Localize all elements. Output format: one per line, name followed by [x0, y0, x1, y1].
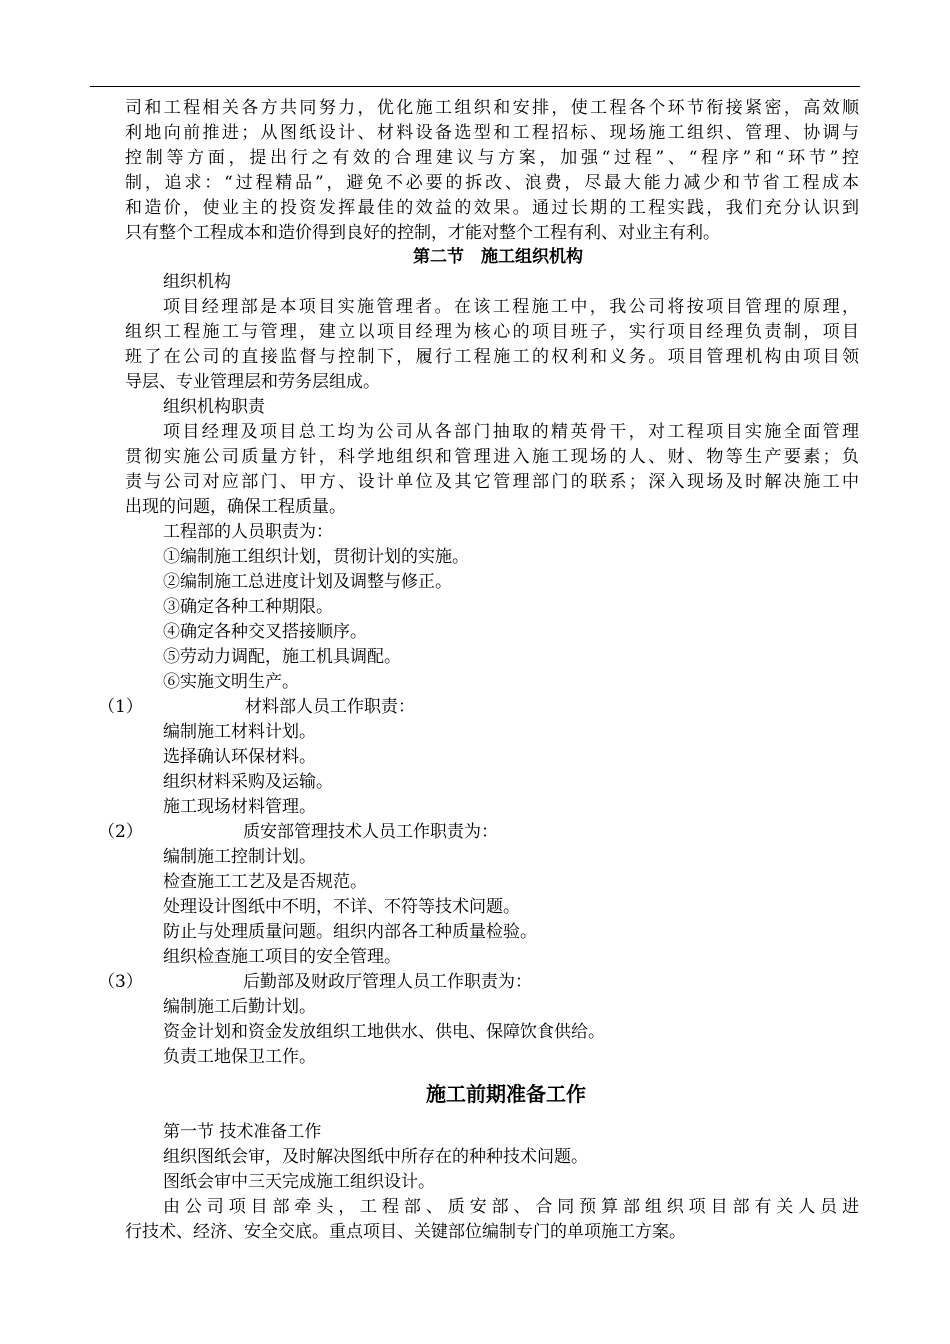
sub-heading: 组织机构职责 [163, 397, 265, 417]
list-item: ②编制施工总进度计划及调整与修正。 [163, 572, 452, 592]
duty-line: 项目经理及项目总工均为公司从各部门抽取的精英骨干，对工程项目实施全面管理 [163, 422, 859, 442]
list-item: 施工现场材料管理。 [163, 797, 316, 817]
duty-line: 贯彻实施公司质量方针，科学地组织和管理进入施工现场的人、财、物等生产要素；负 [125, 447, 859, 467]
list-item: ③确定各种工种期限。 [163, 597, 333, 617]
group-number: （3） [98, 972, 143, 992]
intro-line: 控制等方面，提出行之有效的合理建议与方案，加强“过程”、“程序”和“环节”控 [125, 148, 859, 168]
para-line: 由公司项目部牵头，工程部、质安部、合同预算部组织项目部有关人员进 [163, 1197, 859, 1217]
intro-line: 利地向前推进；从图纸设计、材料设备选型和工程招标、现场施工组织、管理、协调与 [125, 123, 859, 143]
section-title: 第二节 施工组织机构 [413, 247, 583, 267]
sub-heading: 组织机构 [163, 272, 231, 292]
intro-line: 司和工程相关各方共同努力，优化施工组织和安排，使工程各个环节衔接紧密，高效顺 [125, 98, 859, 118]
list-item: ⑤劳动力调配，施工机具调配。 [163, 647, 401, 667]
list-item: 防止与处理质量问题。组织内部各工种质量检验。 [163, 922, 537, 942]
intro-line: 和造价，使业主的投资发挥最佳的效益的效果。通过长期的工程实践，我们充分认识到 [125, 198, 859, 218]
list-item: 检查施工工艺及是否规范。 [163, 872, 367, 892]
list-item: 组织检查施工项目的安全管理。 [163, 947, 401, 967]
list-item: 编制施工材料计划。 [163, 722, 316, 742]
list-item: 资金计划和资金发放组织工地供水、供电、保障饮食供给。 [163, 1022, 605, 1042]
intro-line: 制，追求：“过程精品”，避免不必要的拆改、浪费，尽最大能力减少和节省工程成本 [125, 173, 859, 193]
intro-line: 只有整个工程成本和造价得到良好的控制，才能对整个工程有利、对业主有利。 [125, 223, 720, 243]
group-number: （2） [98, 822, 143, 842]
list-item: ①编制施工组织计划，贯彻计划的实施。 [163, 547, 469, 567]
org-line: 项目经理部是本项目实施管理者。在该工程施工中，我公司将按项目管理的原理， [163, 297, 859, 317]
list-item: ④确定各种交叉搭接顺序。 [163, 622, 367, 642]
list-item: 编制施工控制计划。 [163, 847, 316, 867]
eng-heading: 工程部的人员职责为： [163, 522, 333, 542]
list-item: 图纸会审中三天完成施工组织设计。 [163, 1172, 435, 1192]
list-item: 负责工地保卫工作。 [163, 1047, 316, 1067]
list-item: 选择确认环保材料。 [163, 747, 316, 767]
org-line: 班了在公司的直接监督与控制下，履行工程施工的权利和义务。项目管理机构由项目领 [125, 347, 859, 367]
org-line: 组织工程施工与管理，建立以项目经理为核心的项目班子，实行项目经理负责制，项目 [125, 322, 859, 342]
list-item: 组织图纸会审，及时解决图纸中所存在的种种技术问题。 [163, 1147, 588, 1167]
list-item: 处理设计图纸中不明，不详、不符等技术问题。 [163, 897, 520, 917]
duty-line: 出现的问题，确保工程质量。 [125, 497, 346, 517]
chapter-title: 施工前期准备工作 [426, 1082, 586, 1106]
list-item: ⑥实施文明生产。 [163, 672, 299, 692]
list-item: 组织材料采购及运输。 [163, 772, 333, 792]
duty-line: 责与公司对应部门、甲方、设计单位及其它管理部门的联系；深入现场及时解决施工中 [125, 472, 859, 492]
para-line: 行技术、经济、安全交底。重点项目、关键部位编制专门的单项施工方案。 [125, 1222, 686, 1242]
group-title: 后勤部及财政厅管理人员工作职责为： [243, 972, 532, 992]
list-item: 编制施工后勤计划。 [163, 997, 316, 1017]
group-number: （1） [98, 697, 143, 717]
section-subtitle: 第一节 技术准备工作 [163, 1122, 322, 1142]
group-title: 质安部管理技术人员工作职责为： [243, 822, 498, 842]
group-title: 材料部人员工作职责： [245, 697, 415, 717]
org-line: 导层、专业管理层和劳务层组成。 [125, 372, 380, 392]
